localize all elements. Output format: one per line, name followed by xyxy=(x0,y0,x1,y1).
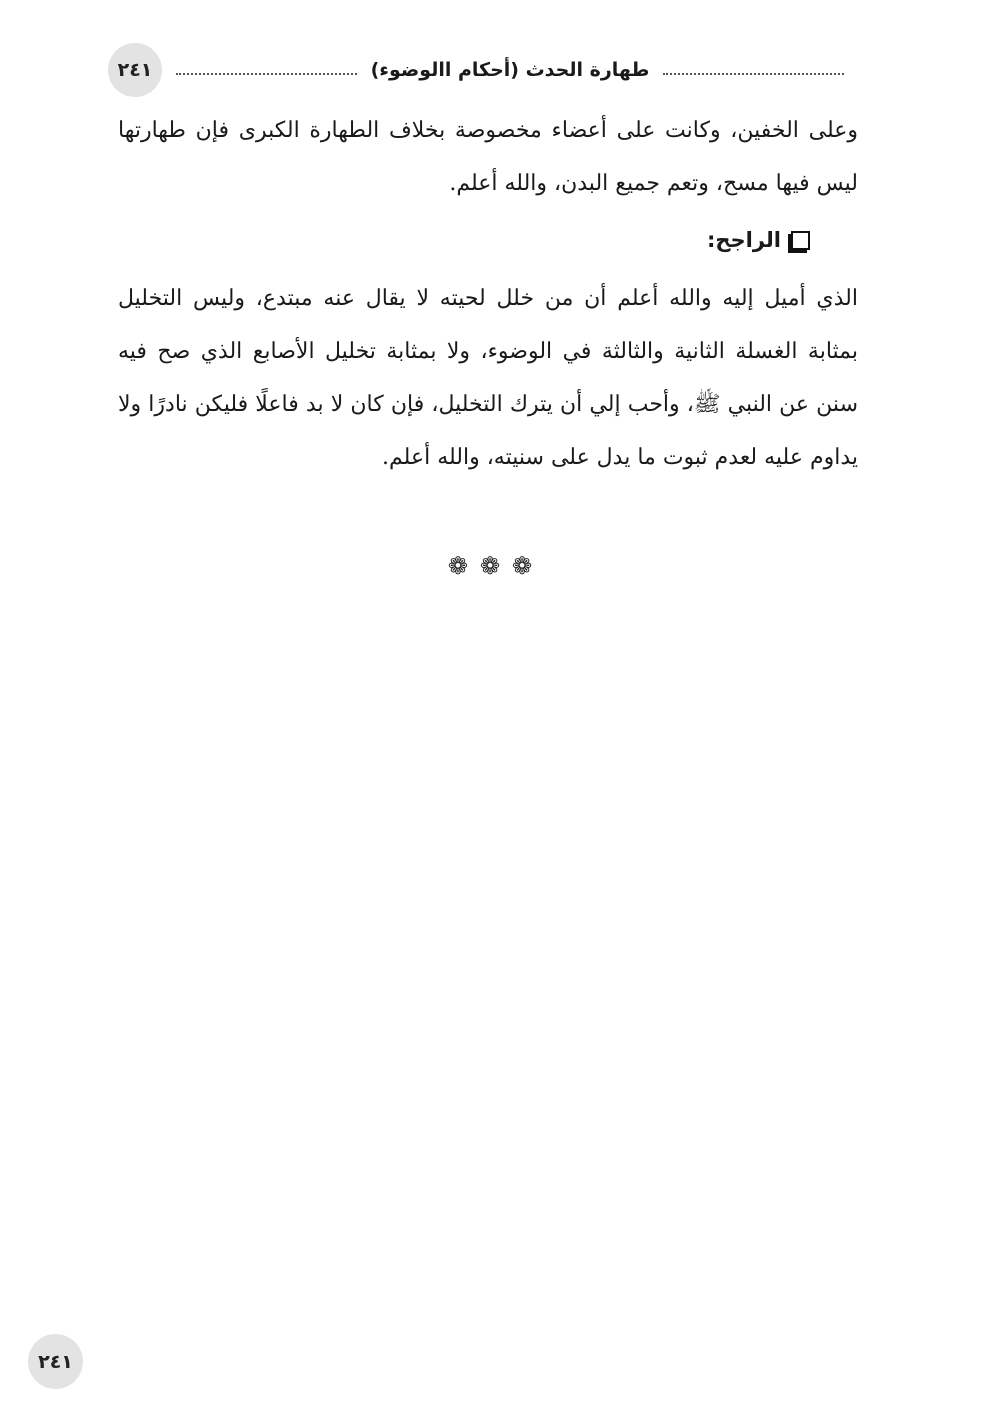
paragraph-1: وعلى الخفين، وكانت على أعضاء مخصوصة بخلاف الطهارة الكبرى فإن طهارتها ليس فيها مسح، وتعم جميع البدن، والله أعلم. xyxy=(118,118,858,196)
checkbox-icon xyxy=(791,231,810,250)
section-heading-text: الراجح: xyxy=(706,228,781,252)
page-number-badge-top xyxy=(108,43,162,97)
page-number-bottom: ٢٤١ xyxy=(38,1350,73,1373)
paragraph-2: الذي أميل إليه والله أعلم أن من خلل لحيته لا يقال عنه مبتدع، وليس التخليل بمثابة الغسلة الثانية والثالثة في الوضوء، ولا بمثابة تخليل الأصابع الذي صح فيه سنن عن النبي ﷺ، وأحب إلي أن يترك التخليل، فإن كان لا بد فاعلًا فليكن نادرًا ولا يداوم عليه لعدم ثبوت ما يدل على سنيته، والله أعلم. xyxy=(118,286,858,470)
header-dots-left xyxy=(176,73,357,75)
running-header xyxy=(176,52,844,88)
flower-ornament-icon: ❁ xyxy=(447,552,468,580)
section-heading xyxy=(118,214,810,267)
flower-ornament-icon: ❁ xyxy=(479,552,501,580)
page-number-top: ٢٤١ xyxy=(117,59,153,81)
running-title: طهارة الحدث (أحكام االوضوء) xyxy=(370,59,650,81)
flower-ornament-icon: ❁ xyxy=(512,552,533,580)
header-dots-right xyxy=(663,73,844,75)
page-number-badge-bottom xyxy=(28,1334,83,1389)
section-separator xyxy=(420,552,560,580)
